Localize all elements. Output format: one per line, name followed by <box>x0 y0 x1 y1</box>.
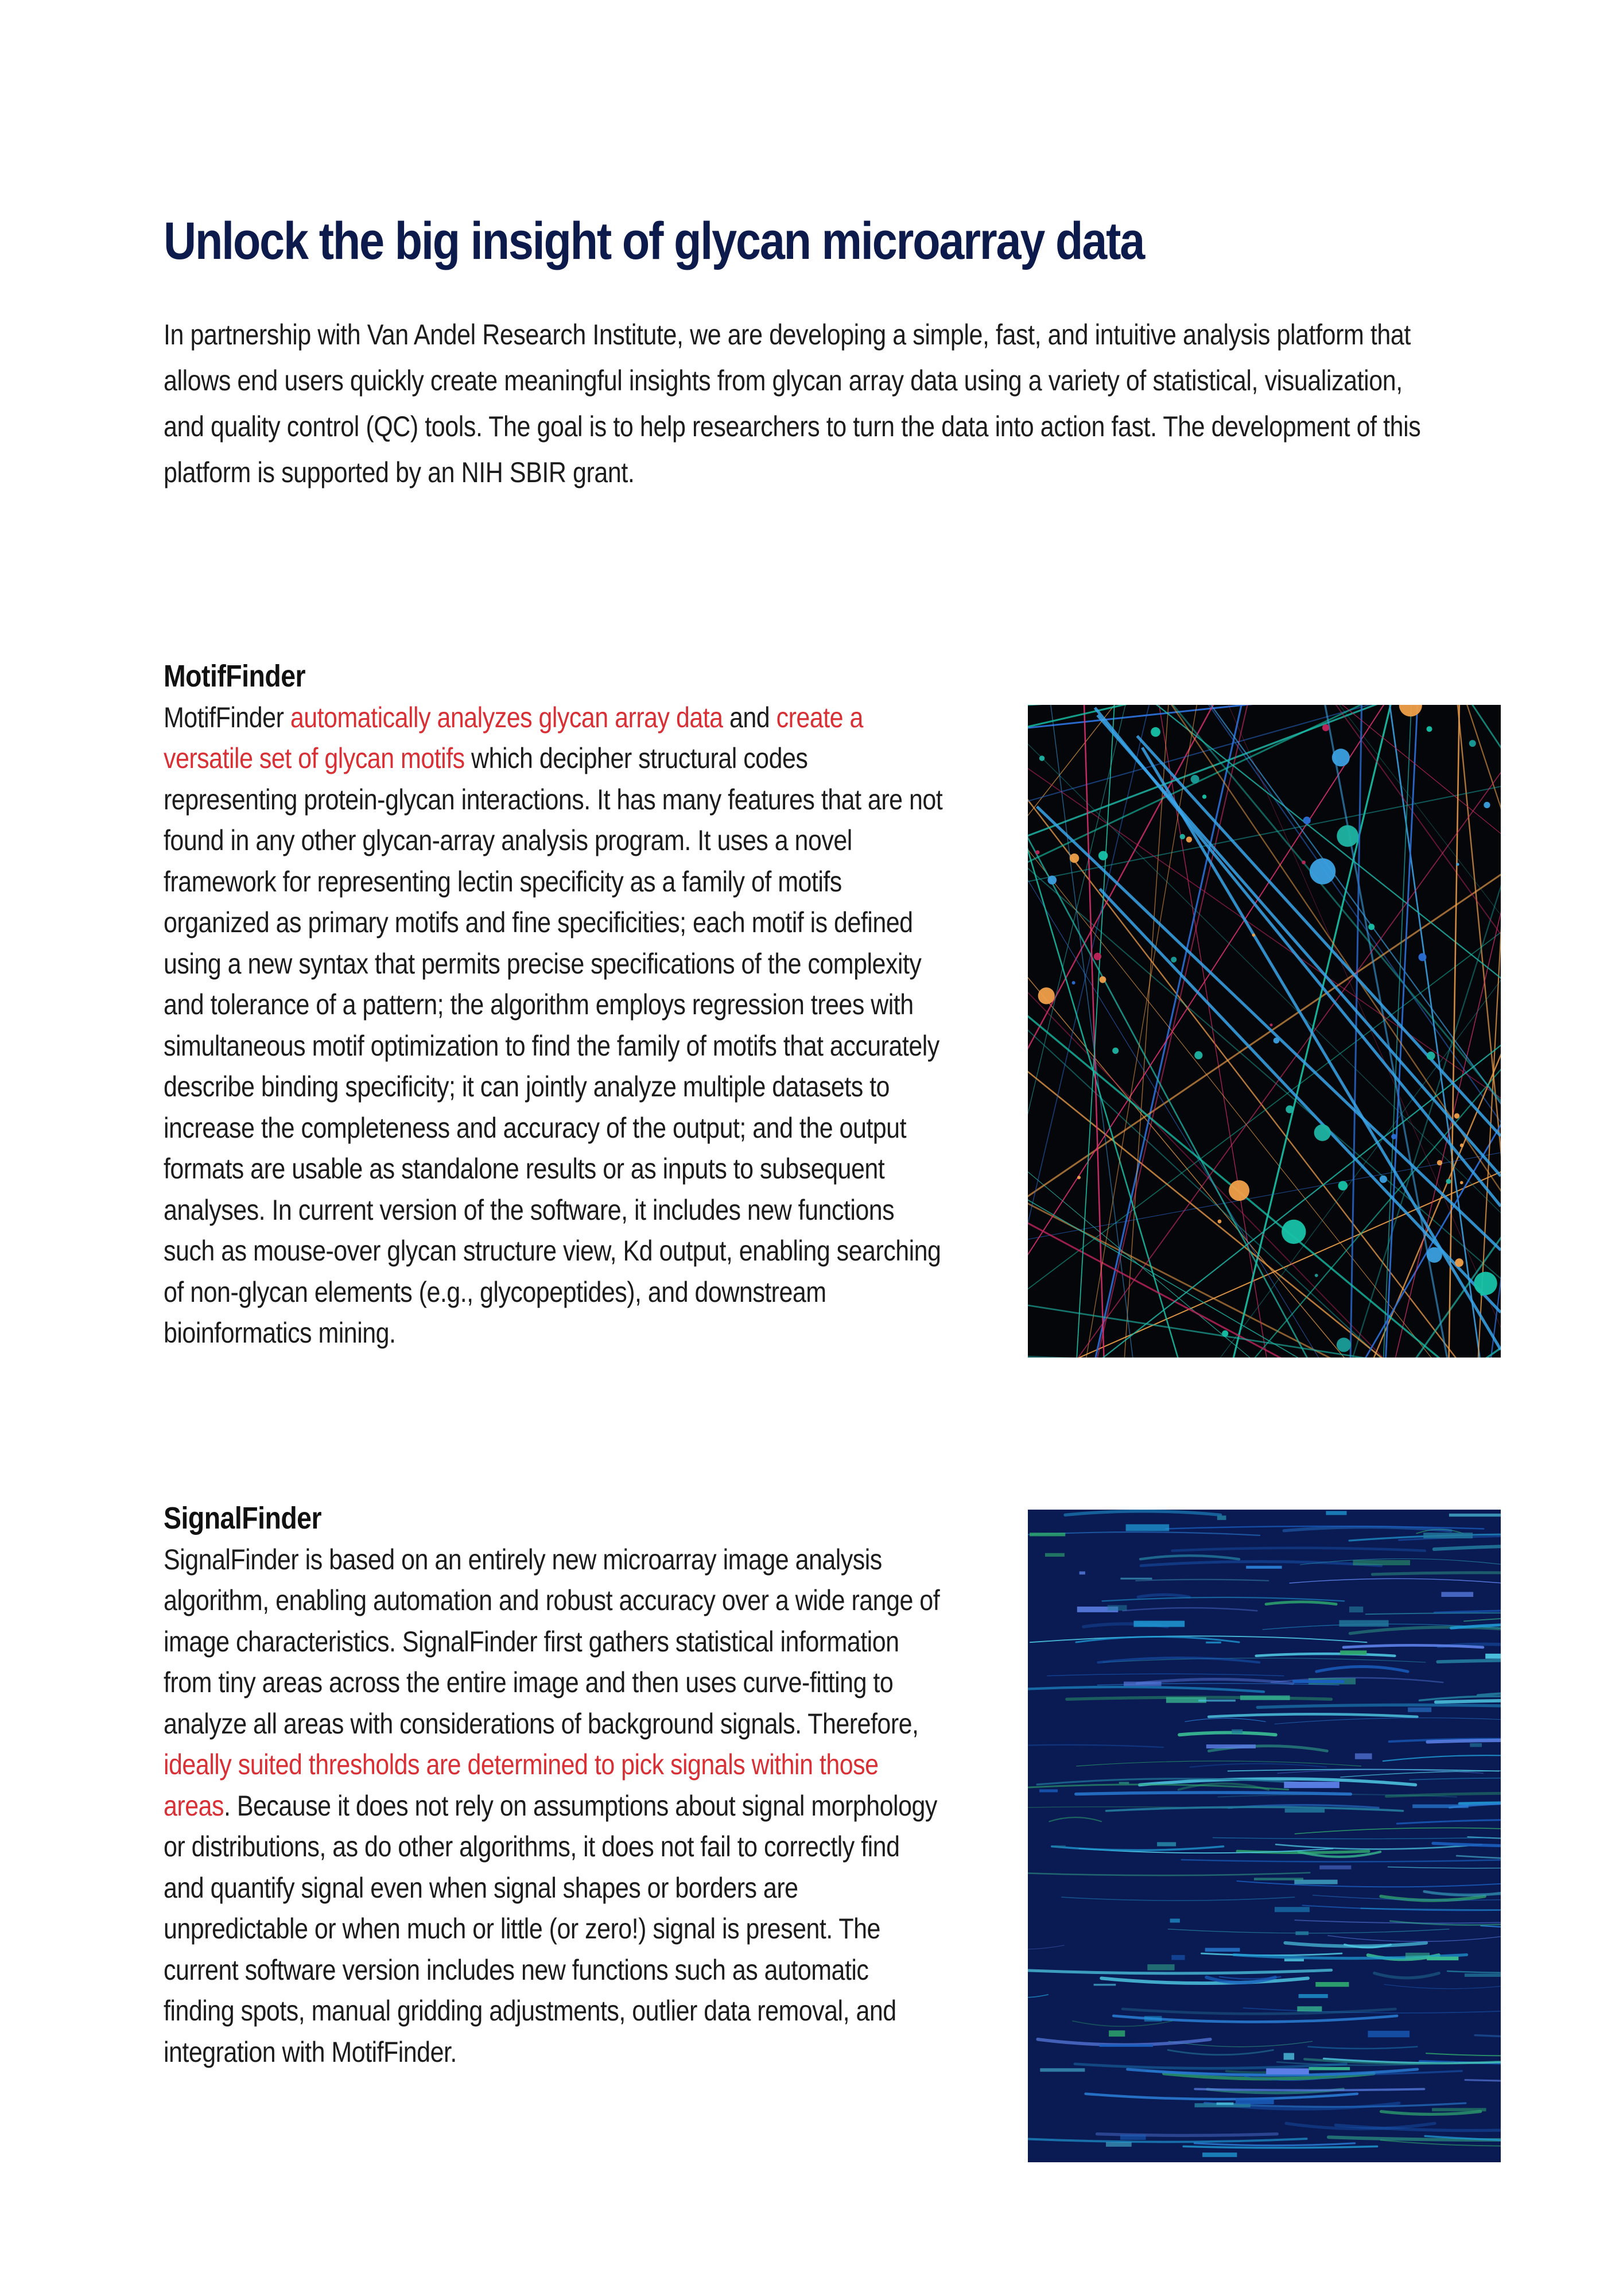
motiffinder-text-1: MotifFinder <box>164 701 290 734</box>
motiffinder-heading: MotifFinder <box>164 659 306 693</box>
signalfinder-heading: SignalFinder <box>164 1501 322 1535</box>
signalfinder-description <box>164 1539 943 2073</box>
motiffinder-highlight-analyzes: automatically analyzes glycan array data <box>290 701 723 734</box>
data-streaks-image <box>1028 1510 1501 2162</box>
motiffinder-text-2: and <box>723 701 776 734</box>
signalfinder-text-1: SignalFinder is based on an entirely new microarray image analysis algorithm, enabling automation and robust accuracy over a wide range of image characteristics. SignalFinder first gathers statistical information from tiny areas across the entire image and then uses curve-fitting to analyze all areas with considerations of background signals. Therefore, <box>164 1543 940 1740</box>
motiffinder-highlight-motifs: create a versatile set of glycan motifs <box>164 701 863 774</box>
motiffinder-description <box>164 697 943 1354</box>
signalfinder-highlight-thresholds: ideally suited thresholds are determined to pick signals within those areas <box>164 1748 879 1822</box>
page-title: Unlock the big insight of glycan microarray data <box>164 212 1144 270</box>
network-lines-image <box>1028 705 1501 1358</box>
signalfinder-section <box>164 1498 943 2073</box>
motiffinder-text-3: which decipher structural codes representing protein-glycan interactions. It has many features that are not found in any other glycan-array analysis program. It uses a novel framework for representing lectin specificity as a family of motifs organized as primary motifs and fine specificities; each motif is defined using a new syntax that permits precise specifications of the complexity and tolerance of a pattern; the algorithm employs regression trees with simultaneous motif optimization to find the family of motifs that accurately describe binding specificity; it can jointly analyze multiple datasets to increase the completeness and accuracy of the output; and the output formats are usable as standalone results or as inputs to subsequent analyses. In current version of the software, it includes new functions such as mouse-over glycan structure view, Kd output, enabling searching of non-glycan elements (e.g., glycopeptides), and downstream bioinformatics mining. <box>164 742 943 1349</box>
intro-paragraph: In partnership with Van Andel Research Institute, we are developing a simple, fast, and intuitive analysis platform that allows end users quickly create meaningful insights from glycan array data using a variety of statistical, visualization, and quality control (QC) tools. The goal is to help researchers to turn the data into action fast. The development of this platform is supported by an NIH SBIR grant. <box>164 319 1421 488</box>
motiffinder-section <box>164 656 943 1354</box>
signalfinder-text-2: . Because it does not rely on assumptions about signal morphology or distributions, as do other algorithms, it does not fail to correctly find and quantify signal even when signal shapes or borders are unpredictable or when much or little (or zero!) signal is present. The current software version includes new functions such as automatic finding spots, manual gridding adjustments, outlier data removal, and integration with MotifFinder. <box>164 1789 937 2068</box>
